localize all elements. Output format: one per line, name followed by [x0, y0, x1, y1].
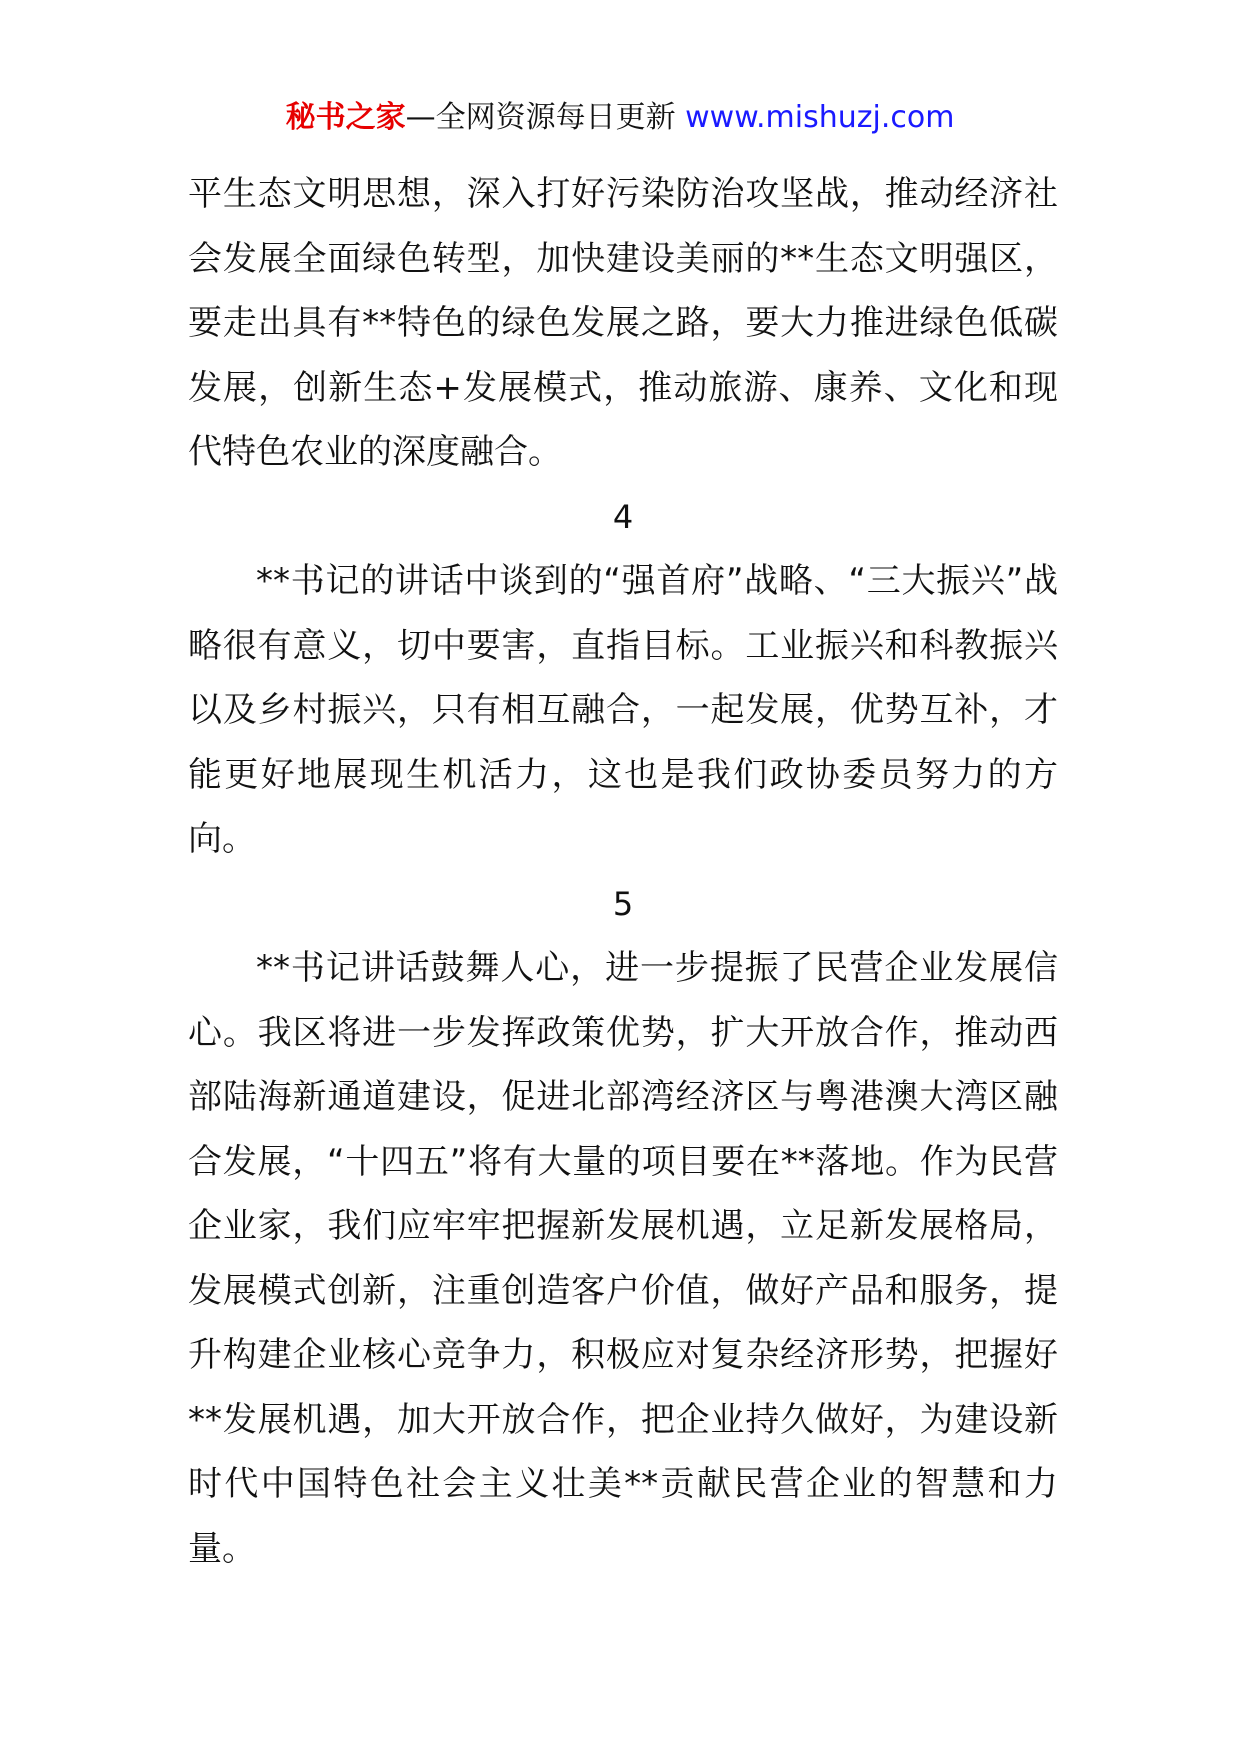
page-header: [0, 98, 1240, 138]
site-url-link[interactable]: www.mishuzj.com: [685, 100, 955, 135]
section-5-paragraph: **书记讲话鼓舞人心，进一步提振了民营企业发展信心。我区将进一步发挥政策优势，扩大开放合作，推动西部陆海新通道建设，促进北部湾经济区与粤港澳大湾区融合发展，“十四五”将有大量的项目要在**落地。作为民营企业家，我们应牢牢把握新发展机遇，立足新发展格局，发展模式创新，注重创造客户价值，做好产品和服务，提升构建企业核心竞争力，积极应对复杂经济形势，把握好**发展机遇，加大开放合作，把企业持久做好，为建设新时代中国特色社会主义壮美**贡献民营企业的智慧和力量。: [188, 948, 1058, 1569]
section-4-paragraph: **书记的讲话中谈到的“强首府”战略、“三大振兴”战略很有意义，切中要害，直指目标。工业振兴和科教振兴以及乡村振兴，只有相互融合，一起发展，优势互补，才能更好地展现生机活力，这也是我们政协委员努力的方向。: [188, 561, 1058, 859]
continuation-paragraph: 平生态文明思想，深入打好污染防治攻坚战，推动经济社会发展全面绿色转型，加快建设美丽的**生态文明强区，要走出具有**特色的绿色发展之路，要大力推进绿色低碳发展，创新生态+发展模式，推动旅游、康养、文化和现代特色农业的深度融合。: [188, 174, 1058, 472]
brand-name: 秘书之家: [285, 100, 406, 135]
section-number-4: 4: [612, 497, 634, 536]
header-tagline: —全网资源每日更新: [405, 100, 686, 135]
document-body: [188, 162, 1058, 1581]
section-number-5: 5: [612, 884, 634, 923]
